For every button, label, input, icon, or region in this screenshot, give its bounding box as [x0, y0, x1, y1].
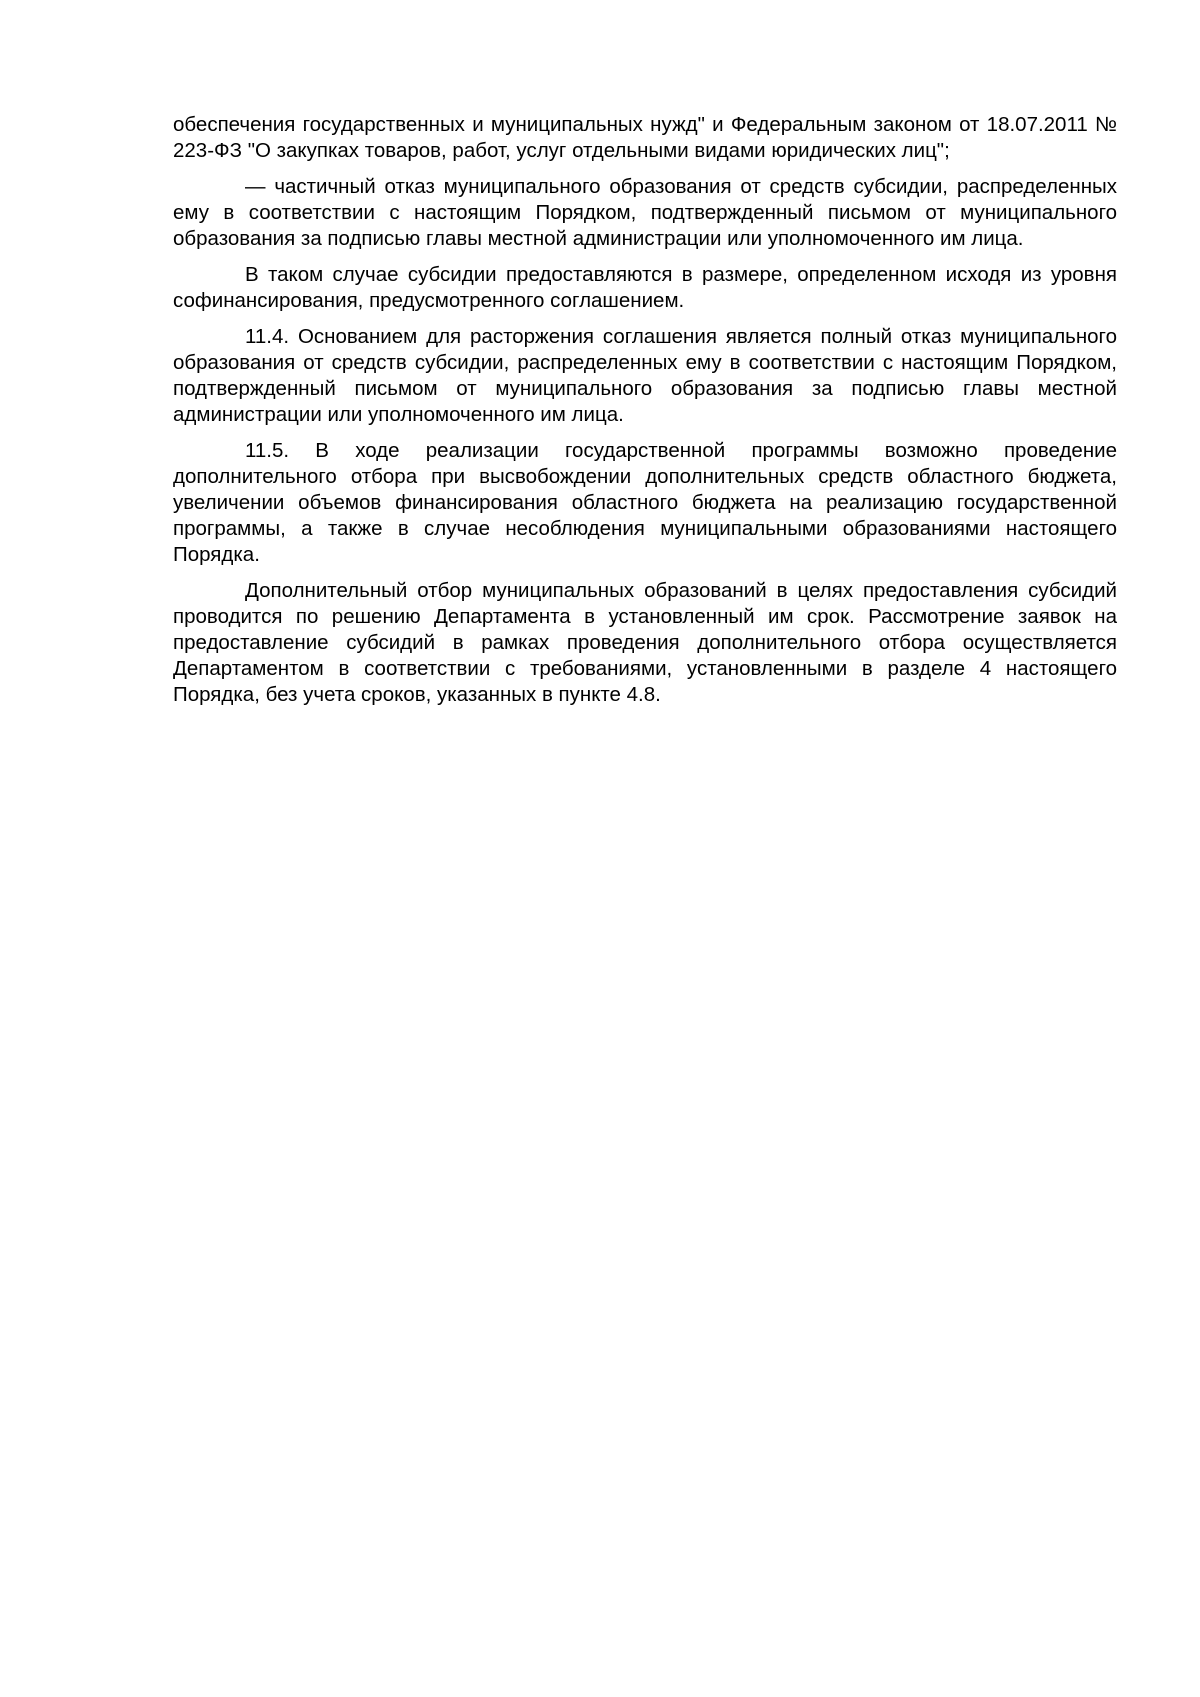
- paragraph-additional-selection: Дополнительный отбор муниципальных образований в целях предоставления субсидий проводится по решению Департамента в установленный им срок. Рассмотрение заявок на предоставление субсидий в рамках проведения дополнительного отбора осуществляется Департаментом в соответствии с требованиями, установленными в разделе 4 настоящего Порядка, без учета сроков, указанных в пункте 4.8.: [173, 579, 1117, 706]
- paragraph-continuation: обеспечения государственных и муниципальных нужд" и Федеральным законом от 18.07.2011 № 223-ФЗ "О закупках товаров, работ, услуг отдельными видами юридических лиц";: [173, 113, 1117, 162]
- paragraph-partial-refusal: — частичный отказ муниципального образования от средств субсидии, распределенных ему в соответствии с настоящим Порядком, подтвержденный письмом от муниципального образования за подписью главы местной администрации или уполномоченного им лица.: [173, 175, 1117, 250]
- paragraph-11-4: 11.4. Основанием для расторжения соглашения является полный отказ муниципального образования от средств субсидии, распределенных ему в соответствии с настоящим Порядком, подтвержденный письмом от муниципального образования за подписью главы местной администрации или уполномоченного им лица.: [173, 325, 1117, 426]
- paragraph-11-5: 11.5. В ходе реализации государственной программы возможно проведение дополнительного отбора при высвобождении дополнительных средств областного бюджета, увеличении объемов финансирования областного бюджета на реализацию государственной программы, а также в случае несоблюдения муниципальными образованиями настоящего Порядка.: [173, 439, 1117, 566]
- paragraph-subsidy-amount: В таком случае субсидии предоставляются в размере, определенном исходя из уровня софинансирования, предусмотренного соглашением.: [173, 263, 1117, 312]
- document-body: [173, 112, 1117, 718]
